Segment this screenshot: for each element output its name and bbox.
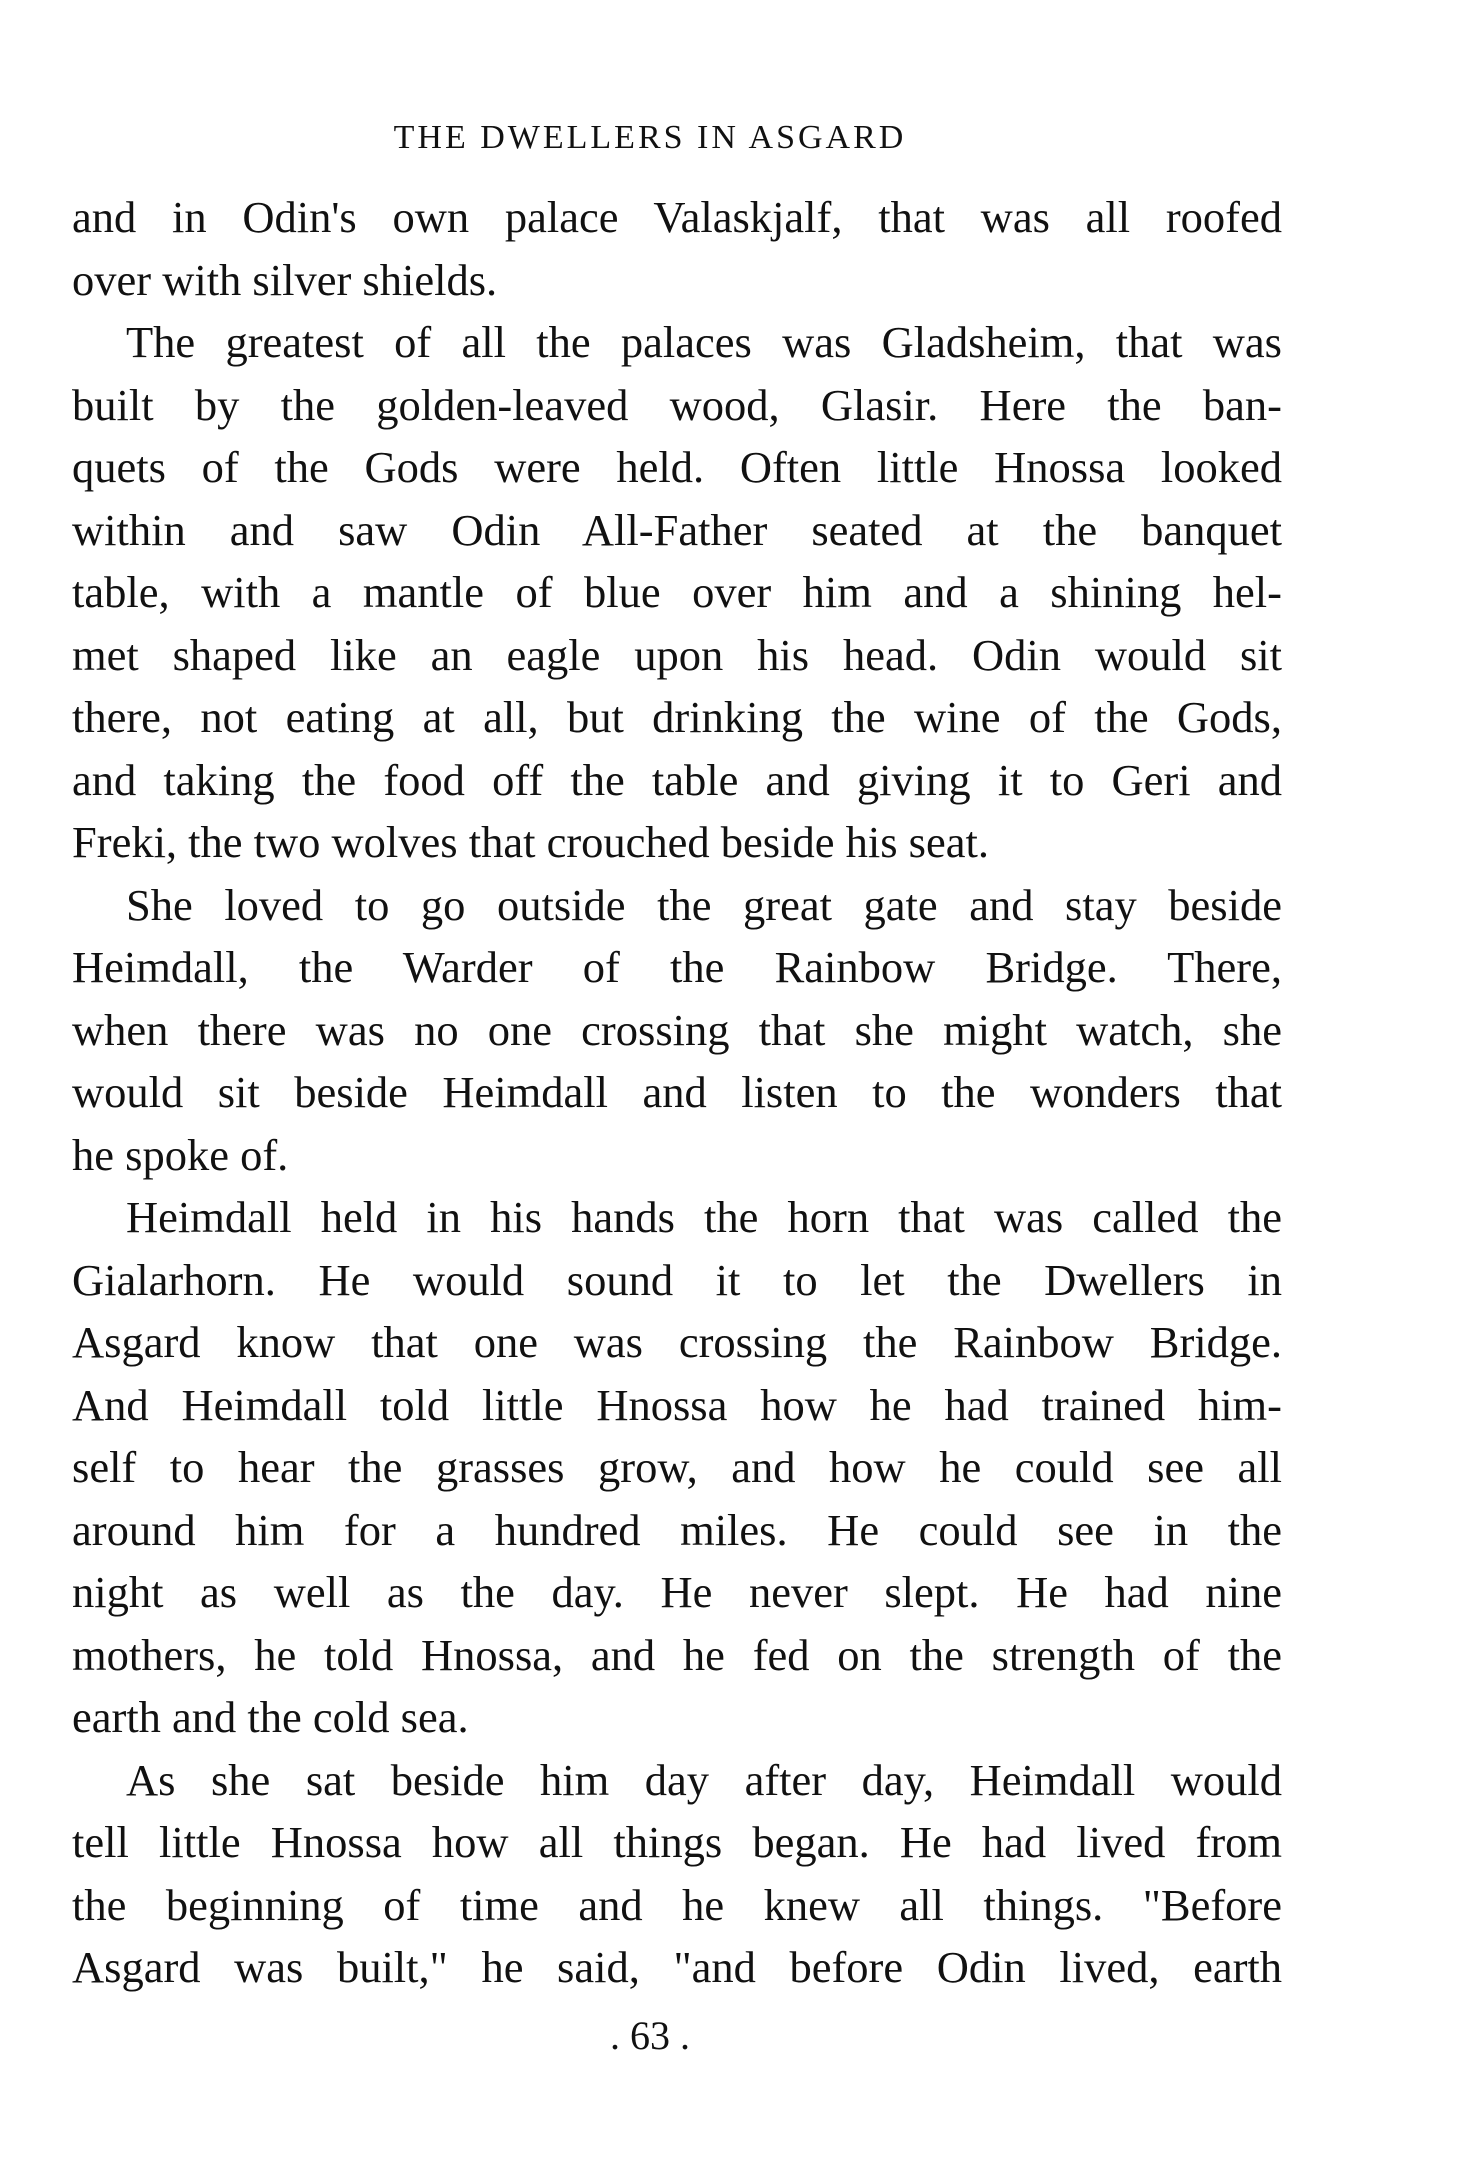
text-line: would sit beside Heimdall and listen to the wonders that xyxy=(72,1067,1282,1117)
text-line: night as well as the day. He never slept. He had nine xyxy=(72,1567,1282,1617)
text-line: The greatest of all the palaces was Gladsheim, that was xyxy=(126,317,1282,367)
text-line: met shaped like an eagle upon his head. Odin would sit xyxy=(72,629,1282,680)
text-line: within and saw Odin All-Father seated at the banquet xyxy=(72,504,1282,555)
running-head: THE DWELLERS IN ASGARD xyxy=(393,119,907,156)
text-line: and in Odin's own palace Valaskjalf, that was all roofed xyxy=(72,192,1282,242)
paragraph xyxy=(72,186,1282,311)
body-text xyxy=(72,186,1282,1999)
text-line: She loved to go outside the great gate and stay beside xyxy=(126,879,1282,930)
text-line: there, not eating at all, but drinking the wine of the Gods, xyxy=(72,692,1282,742)
page-number: . 63 . xyxy=(610,2013,690,2058)
text-line: Gialarhorn. He would sound it to let the Dwellers in xyxy=(72,1254,1282,1305)
text-line: tell little Hnossa how all things began. He had lived from xyxy=(72,1817,1282,1867)
text-line: when there was no one crossing that she might watch, she xyxy=(72,1004,1282,1055)
text-line: Heimdall, the Warder of the Rainbow Bridge. There, xyxy=(72,942,1282,992)
text-line: Asgard know that one was crossing the Rainbow Bridge. xyxy=(72,1317,1282,1367)
paragraph xyxy=(72,1186,1282,1749)
text-line: quets of the Gods were held. Often little Hnossa looked xyxy=(72,442,1282,492)
text-line: table, with a mantle of blue over him and a shining hel- xyxy=(72,567,1282,617)
text-line: Freki, the two wolves that crouched beside his seat. xyxy=(72,817,989,867)
paragraph xyxy=(72,874,1282,1187)
text-line: mothers, he told Hnossa, and he fed on the strength of the xyxy=(72,1629,1282,1680)
text-line: Asgard was built," he said, "and before Odin lived, earth xyxy=(72,1942,1282,1992)
text-line: over with silver shields. xyxy=(72,254,498,305)
text-line: And Heimdall told little Hnossa how he had trained him- xyxy=(72,1379,1282,1430)
text-line: and taking the food off the table and giving it to Geri and xyxy=(72,754,1282,805)
text-line: he spoke of. xyxy=(72,1129,289,1180)
paragraph xyxy=(72,311,1282,874)
text-line: earth and the cold sea. xyxy=(72,1692,469,1742)
text-line: the beginning of time and he knew all things. "Before xyxy=(72,1879,1282,1930)
text-line: self to hear the grasses grow, and how he could see all xyxy=(72,1442,1282,1492)
text-line: around him for a hundred miles. He could see in the xyxy=(72,1504,1282,1555)
paragraph xyxy=(72,1749,1282,1999)
text-line: built by the golden-leaved wood, Glasir. Here the ban- xyxy=(72,379,1282,430)
text-line: As she sat beside him day after day, Heimdall would xyxy=(126,1754,1282,1805)
text-line: Heimdall held in his hands the horn that was called the xyxy=(126,1192,1282,1242)
